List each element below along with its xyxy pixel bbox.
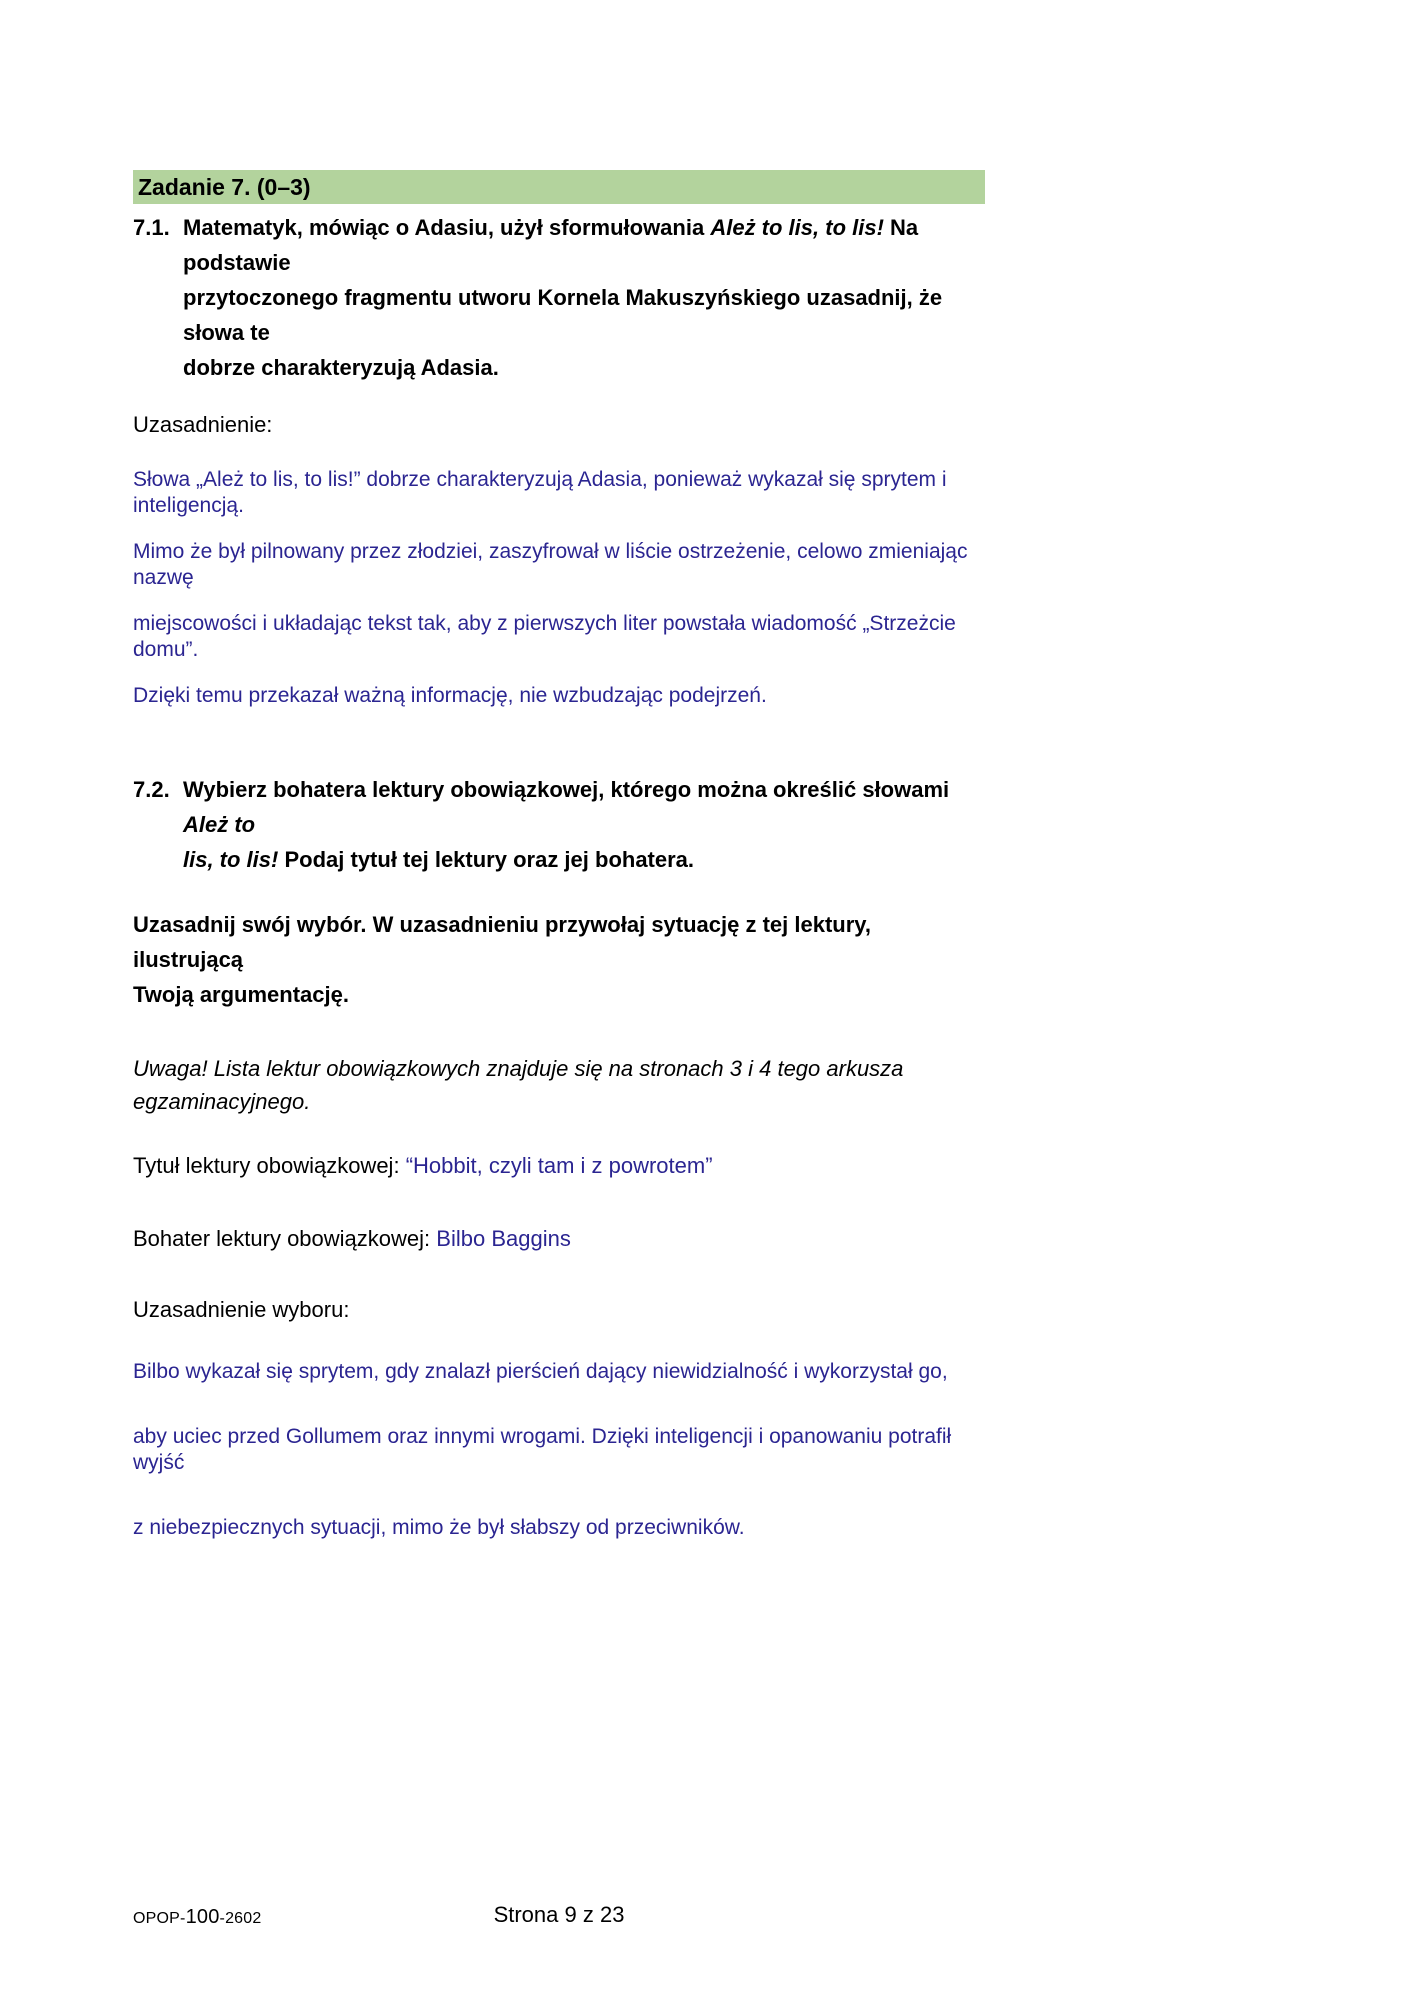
question-7-1-line-3: dobrze charakteryzują Adasia. (183, 355, 499, 380)
question-7-2-quote-start: Ależ to (183, 812, 256, 837)
question-7-2-line-1 (183, 772, 985, 842)
question-7-1-text: Matematyk, mówiąc o Adasiu, użył sformułowania (183, 215, 705, 240)
question-7-2-number: 7.2. (133, 777, 170, 802)
task-header (133, 170, 985, 204)
question-7-1-text-cont: Na podstawie (183, 215, 919, 275)
footer-page-number: Strona 9 z 23 (493, 1902, 625, 1927)
book-hero-field (133, 1225, 985, 1253)
book-title-field (133, 1152, 985, 1180)
book-title-label: Tytuł lektury obowiązkowej: (133, 1153, 400, 1178)
question-7-1-line-2: przytoczonego fragmentu utworu Kornela Makuszyńskiego uzasadnij, że słowa te (183, 285, 943, 345)
footer-code-suffix: -2602 (219, 1910, 262, 1927)
question-7-1-number: 7.1. (133, 215, 170, 240)
answer-7-1 (133, 467, 985, 709)
answer-7-1-line-1: Słowa „Ależ to lis, to lis!” dobrze charakteryzują Adasia, ponieważ wykazał się sprytem i inteligencją. (133, 468, 947, 517)
instruction-line-2: Twoją argumentację. (133, 982, 349, 1007)
book-title-answer: “Hobbit, czyli tam i z powrotem” (405, 1153, 713, 1178)
answer-7-1-line-2: Mimo że był pilnowany przez złodziei, zaszyfrował w liście ostrzeżenie, celowo zmieniając nazwę (133, 540, 968, 589)
question-7-1 (133, 210, 985, 385)
book-hero-label: Bohater lektury obowiązkowej: (133, 1226, 431, 1251)
note-paragraph (133, 1052, 985, 1118)
question-7-2 (133, 772, 985, 877)
answer-7-2 (133, 1359, 985, 1541)
note-line-2: egzaminacyjnego. (133, 1089, 311, 1114)
question-7-2-line-2 (183, 842, 985, 877)
footer-code-prefix: OPOP- (133, 1910, 186, 1927)
note-line-1: Uwaga! Lista lektur obowiązkowych znajduje się na stronach 3 i 4 tego arkusza (133, 1056, 904, 1081)
question-7-2-text-cont: Podaj tytuł tej lektury oraz jej bohatera. (284, 847, 695, 872)
answer-7-2-line-1: Bilbo wykazał się sprytem, gdy znalazł pierścień dający niewidzialność i wykorzystał go, (133, 1360, 948, 1383)
justification-label: Uzasadnienie: (133, 412, 273, 437)
instruction-paragraph (133, 907, 985, 1012)
page-content (133, 170, 985, 1580)
book-hero-answer: Bilbo Baggins (436, 1226, 571, 1251)
choice-justification-label: Uzasadnienie wyboru: (133, 1297, 350, 1322)
answer-7-1-line-3: miejscowości i układając tekst tak, aby z pierwszych liter powstała wiadomość „Strzeżcie domu”. (133, 612, 956, 661)
question-7-1-quote: Ależ to lis, to lis! (710, 215, 884, 240)
instruction-line-1: Uzasadnij swój wybór. W uzasadnieniu przywołaj sytuację z tej lektury, ilustrującą (133, 912, 872, 972)
task-header-label: Zadanie 7. (0–3) (138, 174, 311, 200)
answer-7-2-line-2: aby uciec przed Gollumem oraz innymi wrogami. Dzięki inteligencji i opanowaniu potrafił wyjść (133, 1425, 952, 1474)
answer-7-1-line-4: Dzięki temu przekazał ważną informację, nie wzbudzając podejrzeń. (133, 684, 767, 707)
question-7-1-line-1 (183, 210, 985, 280)
question-7-2-quote-end: lis, to lis! (183, 847, 279, 872)
footer-code-mid: 100 (185, 1906, 220, 1928)
question-7-2-text: Wybierz bohatera lektury obowiązkowej, którego można określić słowami (183, 777, 950, 802)
answer-7-2-line-3: z niebezpiecznych sytuacji, mimo że był słabszy od przeciwników. (133, 1516, 745, 1539)
